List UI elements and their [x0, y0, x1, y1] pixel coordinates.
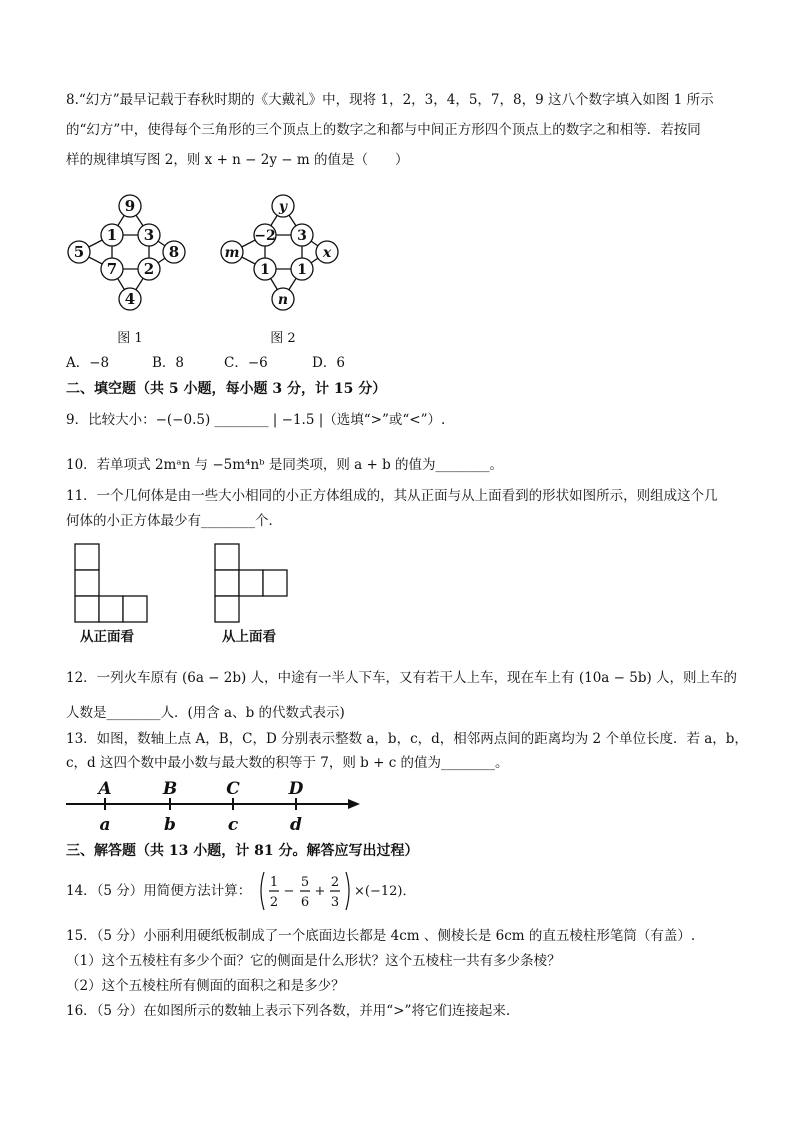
fig1-left: 5 — [73, 243, 85, 261]
top-view-figure — [214, 543, 294, 623]
q16: 16．（5 分）在如图所示的数轴上表示下列各数，并用“>”将它们连接起来. — [66, 1003, 511, 1019]
fig1-center-tr: 3 — [143, 226, 155, 244]
value-b-label: b — [164, 815, 176, 835]
fig2-center-tl: −2 — [254, 228, 276, 244]
fig1-caption: 图 1 — [117, 331, 143, 346]
frac3-num: 2 — [330, 875, 340, 890]
fig1-center-tl: 1 — [106, 226, 118, 244]
point-d-label: D — [288, 779, 304, 799]
q8-option-d: D．6 — [312, 355, 345, 371]
q10: 10．若单项式 2mᵃn 与 −5m⁴nᵇ 是同类项，则 a + b 的值为________。 — [66, 457, 504, 473]
q15-line1: 15．（5 分）小丽利用硬纸板制成了一个底面边长都是 4cm 、侧棱长是 6cm 的直五棱柱形笔筒（有盖）. — [66, 928, 696, 944]
fig2-top: y — [278, 199, 288, 215]
q13-line1: 13．如图，数轴上点 A，B，C，D 分别表示整数 a，b，c，d，相邻两点间的距离均为 2 个单位长度．若 a，b， — [66, 731, 748, 747]
front-view-caption: 从正面看 — [80, 629, 134, 645]
q15-line2: （1）这个五棱柱有多少个面？它的侧面是什么形状？这个五棱柱一共有多少条棱？ — [66, 953, 561, 969]
fig2-center-bl: 1 — [260, 262, 270, 278]
fig1-center-br: 2 — [143, 260, 155, 278]
magic-square-figure-2 — [215, 192, 345, 347]
value-c-label: c — [227, 815, 239, 835]
svg-text:+: + — [314, 884, 326, 899]
fig1-top: 9 — [124, 197, 136, 215]
fig2-center-tr: 3 — [297, 228, 307, 244]
value-a-label: a — [99, 815, 111, 835]
q8-line3: 样的规律填写图 2，则 x + n − 2y − m 的值是（ ） — [66, 152, 409, 168]
top-view-caption: 从上面看 — [222, 629, 276, 645]
q15-line3: （2）这个五棱柱所有侧面的面积之和是多少？ — [66, 978, 345, 994]
point-a-label: A — [98, 779, 112, 799]
q8-option-b: B．8 — [152, 355, 185, 371]
q14-prefix: 14．（5 分）用简便方法计算： — [66, 883, 252, 899]
fig1-right: 8 — [168, 243, 180, 261]
q12-line1: 12．一列火车原有 (6a − 2b) 人，中途有一半人下车，又有若干人上车，现在车上有 (10a − 5b) 人，则上车的 — [66, 670, 738, 686]
q14-tail: ×(−12)． — [354, 884, 416, 899]
magic-square-figure-1 — [62, 192, 192, 347]
fig1-bottom: 4 — [124, 290, 136, 308]
q14-expression — [258, 868, 416, 914]
frac1-den: 2 — [269, 895, 279, 910]
q8-line2: 的“幻方”中，使得每个三角形的三个顶点上的数字之和都与中间正方形四个顶点上的数字之和相等．若按同 — [66, 122, 701, 138]
value-d-label: d — [290, 815, 302, 835]
frac2-num: 5 — [300, 875, 310, 890]
frac1-num: 1 — [269, 875, 279, 890]
section-3-heading: 三、解答题（共 13 小题，计 81 分。解答应写出过程） — [66, 843, 419, 859]
q11-line2: 何体的小正方体最少有________个． — [66, 513, 282, 529]
q8-option-c: C．−6 — [224, 355, 268, 371]
q9: 9．比较大小：−(−0.5) ________ | −1.5 |（选填“>”或“<”）. — [66, 412, 446, 428]
fig1-center-bl: 7 — [106, 260, 118, 278]
front-view-figure — [74, 543, 154, 623]
fig2-caption: 图 2 — [270, 331, 296, 346]
fig2-bottom: n — [277, 292, 289, 308]
point-b-label: B — [162, 779, 178, 799]
frac3-den: 3 — [330, 895, 340, 910]
number-line-figure — [64, 778, 364, 836]
svg-text:−: − — [283, 884, 295, 899]
q12-line2: 人数是________人．(用含 a、b 的代数式表示) — [66, 705, 345, 721]
point-c-label: C — [226, 779, 240, 799]
frac2-den: 6 — [300, 895, 310, 910]
fig2-left: m — [224, 245, 240, 261]
fig2-center-br: 1 — [297, 262, 307, 278]
q8-option-a: A．−8 — [66, 355, 110, 371]
section-2-heading: 二、填空题（共 5 小题，每小题 3 分，计 15 分） — [66, 381, 387, 397]
fig2-right: x — [322, 245, 332, 261]
q11-line1: 11．一个几何体是由一些大小相同的小正方体组成的，其从正面与从上面看到的形状如图所示，则组成这个几 — [66, 488, 718, 504]
q13-line2: c，d 这四个数中最小数与最大数的积等于 7，则 b + c 的值为________。 — [66, 755, 509, 771]
q8-line1: 8.“幻方”最早记载于春秋时期的《大戴礼》中，现将 1，2，3，4，5，7，8，9 这八个数字填入如图 1 所示 — [66, 92, 714, 108]
